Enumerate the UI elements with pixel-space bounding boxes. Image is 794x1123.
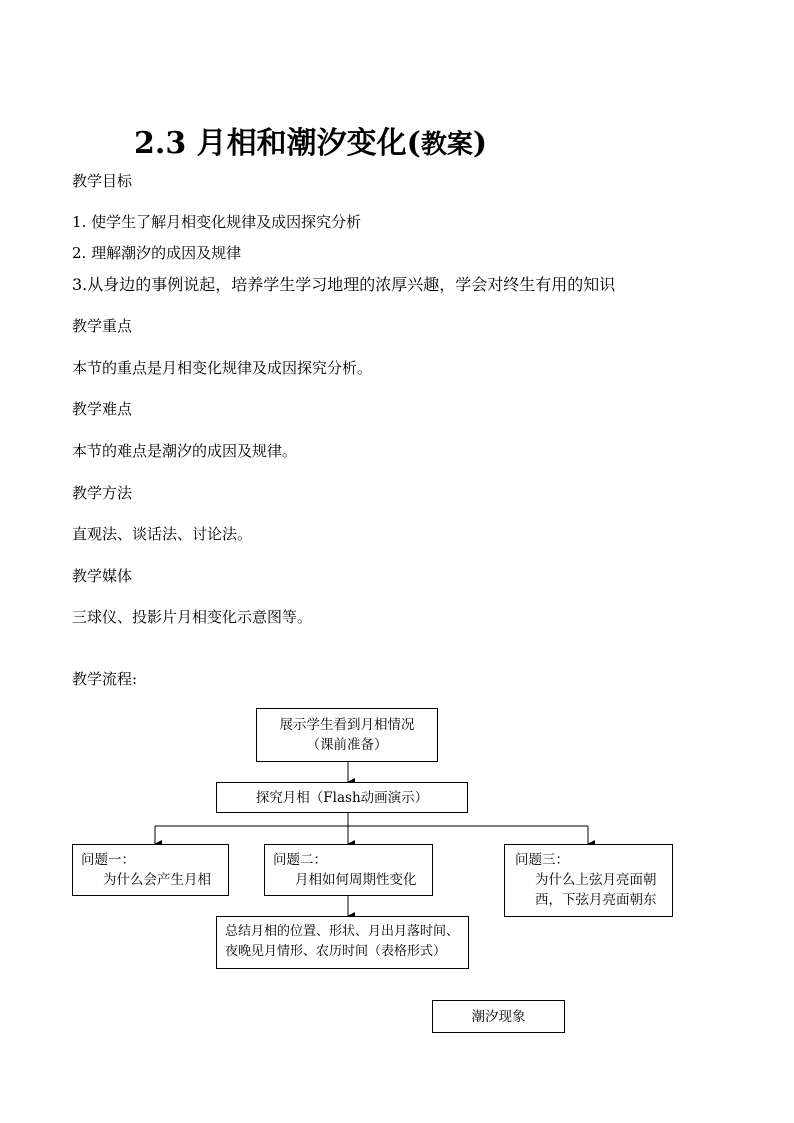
flow-box-summary: [216, 916, 469, 969]
q3-label: 问题三：: [515, 852, 569, 868]
media-heading: 教学媒体: [72, 567, 133, 585]
q1-text: 为什么会产生月相: [103, 872, 211, 888]
difficult-heading: 教学难点: [72, 400, 133, 418]
q1-label: 问题一：: [81, 852, 135, 868]
flow-box-show-moon: [256, 708, 438, 762]
key-text: 本节的重点是月相变化规律及成因探究分析。: [72, 359, 373, 377]
title-paren: 教案: [420, 130, 473, 160]
method-text: 直观法、谈话法、讨论法。: [72, 525, 253, 543]
q2-label: 问题二：: [273, 852, 327, 868]
flow-box-question-3: [504, 844, 673, 917]
flow-box-explore: [216, 782, 468, 813]
method-heading: 教学方法: [72, 484, 133, 502]
flow-box-show-moon-line1: 展示学生看到月相情况: [279, 717, 415, 733]
objectives-heading: 教学目标: [72, 172, 133, 190]
summary-line2: 夜晚见月情形、农历时间（表格形式）: [225, 944, 447, 959]
difficult-text: 本节的难点是潮汐的成因及规律。: [72, 442, 298, 460]
objective-3: 3.从身边的事例说起，培养学生学习地理的浓厚兴趣，学会对终生有用的知识: [72, 275, 616, 294]
flow-box-tide-text: 潮汐现象: [471, 1009, 526, 1025]
summary-line1: 总结月相的位置、形状、月出月落时间、: [225, 924, 460, 939]
title-main: 2.3 月相和潮汐变化(: [134, 126, 421, 161]
q3-text-line1: 为什么上弦月亮面朝: [535, 872, 657, 888]
flow-box-tide: [432, 1000, 565, 1033]
flow-heading: 教学流程:: [72, 670, 138, 688]
objective-1: 1. 使学生了解月相变化规律及成因探究分析: [72, 213, 362, 231]
key-heading: 教学重点: [72, 317, 133, 335]
q3-text-line2: 西，下弦月亮面朝东: [535, 892, 657, 908]
title-close: ): [472, 126, 488, 161]
flow-box-question-1: [72, 844, 229, 896]
media-text: 三球仪、投影片月相变化示意图等。: [72, 608, 313, 626]
objective-2: 2. 理解潮汐的成因及规律: [72, 244, 242, 262]
flow-box-show-moon-line2: （课前准备）: [306, 737, 388, 753]
flow-box-explore-text: 探究月相（Flash动画演示）: [255, 790, 429, 806]
flow-box-question-2: [264, 844, 433, 896]
q2-text: 月相如何周期性变化: [295, 872, 417, 888]
